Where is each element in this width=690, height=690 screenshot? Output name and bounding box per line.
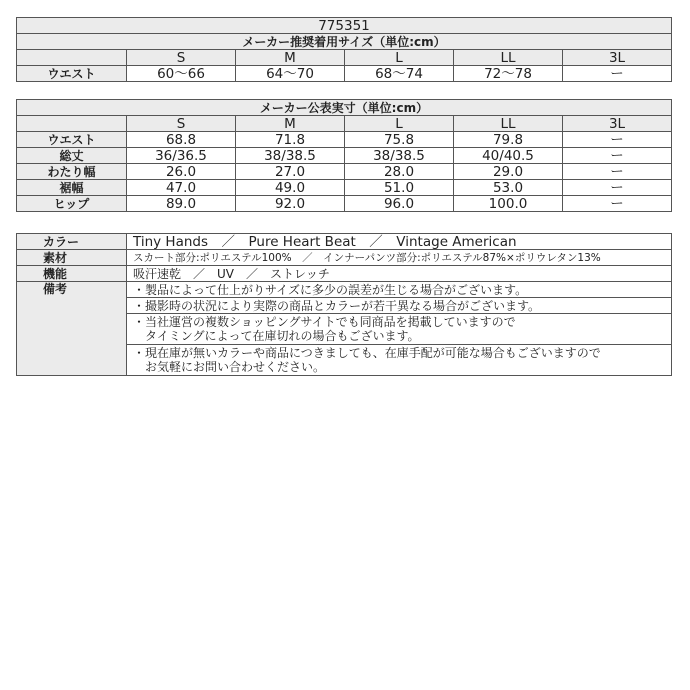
size-header: S xyxy=(127,116,236,132)
table-row xyxy=(17,66,672,82)
table-cell: 68〜74 xyxy=(345,66,454,82)
table-cell: 27.0 xyxy=(236,164,345,180)
size-header: LL xyxy=(454,116,563,132)
note-line: お気軽にお問い合わせください。 xyxy=(133,360,326,374)
table-cell: 51.0 xyxy=(345,180,454,196)
table-row xyxy=(17,180,672,196)
table-row xyxy=(17,164,672,180)
table-cell: 49.0 xyxy=(236,180,345,196)
table-row xyxy=(17,148,672,164)
measured-size-table xyxy=(16,99,672,212)
table-cell: 92.0 xyxy=(236,196,345,212)
size-header: M xyxy=(236,50,345,66)
recommended-size-title: メーカー推奨着用サイズ（単位:cm） xyxy=(17,34,672,50)
size-header: 3L xyxy=(563,116,672,132)
function-value: 吸汗速乾 ／ UV ／ ストレッチ xyxy=(127,266,672,282)
table-cell: 26.0 xyxy=(127,164,236,180)
table-cell: 28.0 xyxy=(345,164,454,180)
measured-size-title: メーカー公表実寸（単位:cm） xyxy=(17,100,672,116)
table-cell: 71.8 xyxy=(236,132,345,148)
table-cell: 100.0 xyxy=(454,196,563,212)
table-cell: 64〜70 xyxy=(236,66,345,82)
table-cell: 75.8 xyxy=(345,132,454,148)
function-label: 機能 xyxy=(17,266,127,282)
product-code: 775351 xyxy=(17,18,672,34)
detail-row-notes xyxy=(17,282,672,298)
table-cell: 53.0 xyxy=(454,180,563,196)
detail-row-color xyxy=(17,234,672,250)
table-cell: 29.0 xyxy=(454,164,563,180)
row-label: 総丈 xyxy=(17,148,127,164)
size-header-row xyxy=(17,116,672,132)
table-cell: 47.0 xyxy=(127,180,236,196)
table-cell: ー xyxy=(563,132,672,148)
size-header: S xyxy=(127,50,236,66)
table-cell: ー xyxy=(563,180,672,196)
size-header-row xyxy=(17,50,672,66)
detail-row-material xyxy=(17,250,672,266)
note-line: ・撮影時の状況により実際の商品とカラーが若干異なる場合がございます。 xyxy=(133,298,541,313)
row-label: ウエスト xyxy=(17,132,127,148)
note-item xyxy=(127,282,672,298)
table-cell: 89.0 xyxy=(127,196,236,212)
table-row xyxy=(17,196,672,212)
size-header: L xyxy=(345,116,454,132)
material-value: スカート部分:ポリエステル100% ／ インナーパンツ部分:ポリエステル87%×ポリウレタン13% xyxy=(127,250,672,266)
product-details-table xyxy=(16,233,672,376)
note-item xyxy=(127,345,672,376)
note-line: ・当社運営の複数ショッピングサイトでも同商品を掲載していますので xyxy=(133,315,516,329)
note-item xyxy=(127,314,672,345)
material-label: 素材 xyxy=(17,250,127,266)
note-item xyxy=(127,298,672,314)
table-cell: ー xyxy=(563,66,672,82)
table-cell: 38/38.5 xyxy=(236,148,345,164)
table-cell: ー xyxy=(563,164,672,180)
table-cell: ー xyxy=(563,148,672,164)
table-cell: 38/38.5 xyxy=(345,148,454,164)
row-label: ヒップ xyxy=(17,196,127,212)
size-header: L xyxy=(345,50,454,66)
note-line: ・製品によって仕上がりサイズに多少の誤差が生じる場合がございます。 xyxy=(133,282,528,297)
note-line: ・現在庫が無いカラーや商品につきましても、在庫手配が可能な場合もございますので xyxy=(133,346,601,360)
table-cell: 96.0 xyxy=(345,196,454,212)
table-cell: 36/36.5 xyxy=(127,148,236,164)
size-header: LL xyxy=(454,50,563,66)
table-cell: 68.8 xyxy=(127,132,236,148)
table-row xyxy=(17,132,672,148)
color-label: カラー xyxy=(17,234,127,250)
row-label: わたり幅 xyxy=(17,164,127,180)
table-cell: 72〜78 xyxy=(454,66,563,82)
size-header: M xyxy=(236,116,345,132)
table-cell: ー xyxy=(563,196,672,212)
table-cell: 60〜66 xyxy=(127,66,236,82)
row-label: 裾幅 xyxy=(17,180,127,196)
table-cell: 79.8 xyxy=(454,132,563,148)
detail-row-function xyxy=(17,266,672,282)
note-line: タイミングによって在庫切れの場合もございます。 xyxy=(133,329,420,343)
table-cell: 40/40.5 xyxy=(454,148,563,164)
notes-label: 備考 xyxy=(17,282,127,376)
size-header: 3L xyxy=(563,50,672,66)
recommended-size-table xyxy=(16,17,672,82)
row-label: ウエスト xyxy=(17,66,127,82)
color-value: Tiny Hands ／ Pure Heart Beat ／ Vintage American xyxy=(127,234,672,250)
